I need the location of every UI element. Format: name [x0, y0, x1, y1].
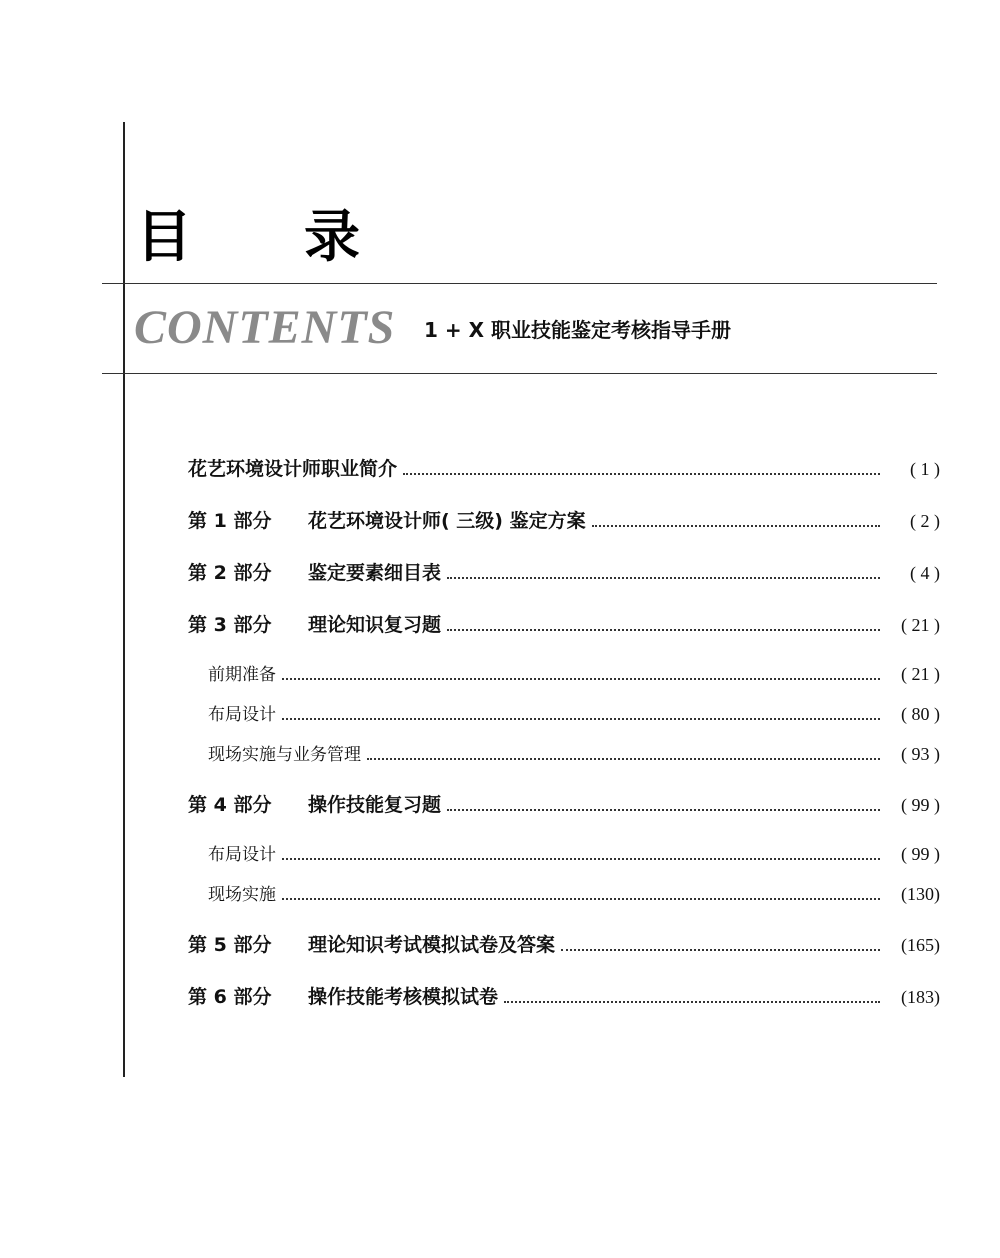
toc-entry-title: 理论知识考试模拟试卷及答案 — [308, 934, 556, 956]
book-subtitle: 1 + X 职业技能鉴定考核指导手册 — [424, 318, 731, 342]
toc-page-number: ( 4 ) — [910, 563, 940, 583]
toc-entry[interactable] — [188, 790, 940, 816]
header-top-rule — [102, 283, 937, 284]
toc-dot-leader — [367, 757, 880, 760]
toc-page-number: (130) — [901, 884, 940, 904]
toc-page-number: ( 21 ) — [901, 615, 940, 635]
toc-entry-title: 现场实施与业务管理 — [208, 745, 361, 765]
toc-part-label: 第 1 部分 — [188, 510, 272, 532]
left-margin-rule — [123, 122, 125, 1077]
toc-entry[interactable] — [208, 660, 940, 684]
toc-dot-leader — [447, 576, 880, 579]
toc-page-number: ( 1 ) — [910, 459, 940, 479]
toc-dot-leader — [403, 472, 880, 475]
toc-entry-title: 鉴定要素细目表 — [308, 562, 442, 584]
toc-entry-title: 操作技能考核模拟试卷 — [308, 986, 499, 1008]
toc-entry[interactable] — [188, 930, 940, 956]
toc-entry-title: 布局设计 — [208, 845, 276, 865]
toc-entry-title: 布局设计 — [208, 705, 276, 725]
toc-dot-leader — [282, 857, 880, 860]
toc-page-number: ( 93 ) — [901, 744, 940, 764]
toc-page-number: ( 99 ) — [901, 844, 940, 864]
toc-part-label: 第 5 部分 — [188, 934, 272, 956]
toc-part-label: 第 3 部分 — [188, 614, 272, 636]
toc-entry[interactable] — [188, 610, 940, 636]
toc-dot-leader — [447, 628, 880, 631]
toc-page-number: ( 21 ) — [901, 664, 940, 684]
toc-entry-title: 理论知识复习题 — [308, 614, 442, 636]
toc-dot-leader — [447, 808, 880, 811]
toc-dot-leader — [504, 1000, 880, 1003]
toc-part-label: 第 4 部分 — [188, 794, 272, 816]
page-title: 目录 — [136, 205, 472, 270]
toc-page-number: (165) — [901, 935, 940, 955]
toc-page-number: ( 2 ) — [910, 511, 940, 531]
toc-entry-title: 花艺环境设计师职业简介 — [188, 458, 398, 480]
toc-part-label: 第 6 部分 — [188, 986, 272, 1008]
toc-entry[interactable] — [188, 982, 940, 1008]
toc-entry-title: 操作技能复习题 — [308, 794, 442, 816]
toc-page-number: ( 80 ) — [901, 704, 940, 724]
toc-entry[interactable] — [188, 558, 940, 584]
toc-dot-leader — [282, 717, 880, 720]
toc-dot-leader — [282, 897, 880, 900]
toc-entry[interactable] — [208, 700, 940, 724]
toc-entry-title: 前期准备 — [208, 665, 276, 685]
toc-entry[interactable] — [208, 740, 940, 764]
toc-part-label: 第 2 部分 — [188, 562, 272, 584]
toc-entry-title: 现场实施 — [208, 885, 276, 905]
toc-page-number: (183) — [901, 987, 940, 1007]
toc-dot-leader — [282, 677, 880, 680]
toc-page-number: ( 99 ) — [901, 795, 940, 815]
toc-entry[interactable] — [188, 454, 940, 480]
contents-heading: CONTENTS — [134, 301, 396, 354]
toc-entry[interactable] — [208, 880, 940, 904]
toc-dot-leader — [561, 948, 880, 951]
header-bottom-rule — [102, 373, 937, 374]
toc-entry[interactable] — [188, 506, 940, 532]
toc-dot-leader — [592, 524, 880, 527]
toc-entry-title: 花艺环境设计师( 三级) 鉴定方案 — [308, 510, 586, 532]
toc-entry[interactable] — [208, 840, 940, 864]
